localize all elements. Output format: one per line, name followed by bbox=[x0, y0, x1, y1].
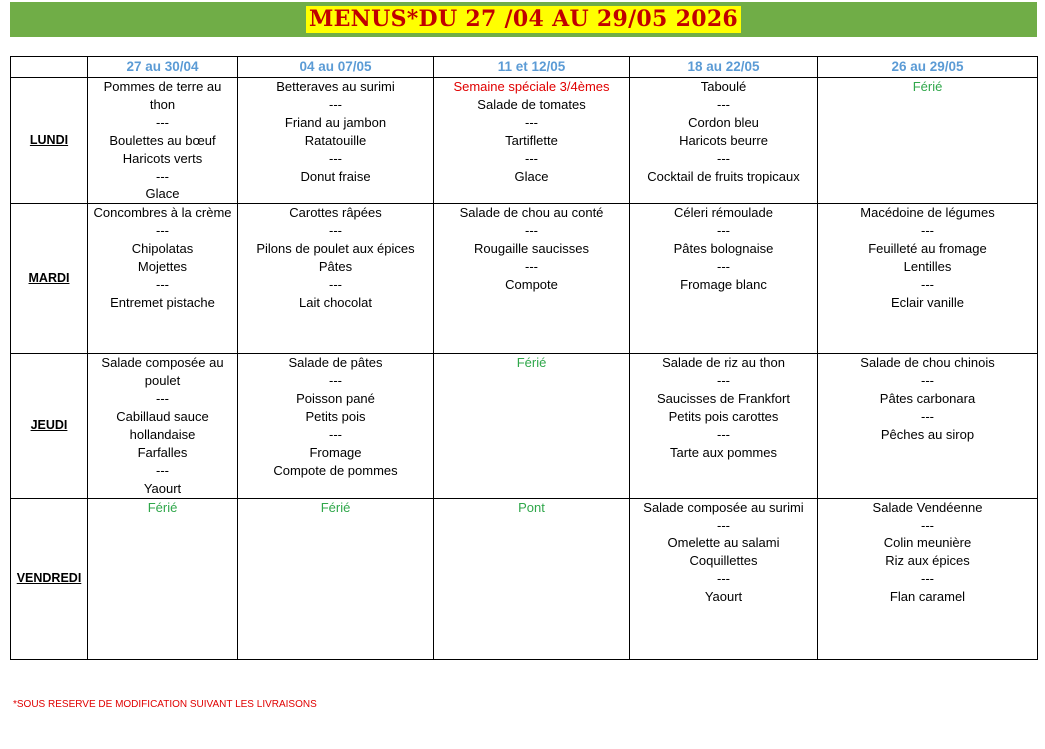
menu-item: Eclair vanille bbox=[891, 294, 964, 310]
separator: --- bbox=[921, 276, 934, 292]
separator: --- bbox=[329, 373, 342, 389]
menu-item: Pâtes bolognaise bbox=[673, 241, 774, 257]
menu-item: Betteraves au surimi bbox=[276, 79, 395, 94]
day-label: LUNDI bbox=[11, 78, 88, 204]
menu-item: Fromage bbox=[309, 444, 362, 460]
separator: --- bbox=[717, 259, 730, 275]
separator: --- bbox=[329, 426, 342, 442]
day-row-lundi bbox=[11, 78, 1038, 204]
menu-cell bbox=[238, 354, 434, 498]
menu-cell bbox=[88, 204, 238, 354]
separator: --- bbox=[717, 571, 730, 587]
menu-cell bbox=[818, 498, 1038, 659]
day-label: JEUDI bbox=[11, 354, 88, 498]
menu-item: Riz aux épices bbox=[885, 553, 970, 569]
menu-item: Taboulé bbox=[700, 79, 747, 94]
menu-cell bbox=[630, 204, 818, 354]
menu-item: Cabillaud sauce hollandaise bbox=[116, 409, 209, 442]
menu-item: Boulettes au bœuf bbox=[109, 132, 216, 148]
menu-cell bbox=[88, 354, 238, 498]
menu-cell bbox=[818, 78, 1038, 204]
week-header-row bbox=[11, 57, 1038, 78]
menu-item: Lait chocolat bbox=[299, 294, 372, 310]
menu-cell bbox=[434, 354, 630, 498]
separator: --- bbox=[156, 114, 169, 130]
day-row-jeudi bbox=[11, 354, 1038, 498]
menu-item: Tartiflette bbox=[505, 132, 558, 148]
menu-item: Pêches au sirop bbox=[880, 426, 975, 442]
menu-item: Salade de chou au conté bbox=[459, 205, 604, 221]
menu-item: Mojettes bbox=[137, 259, 188, 275]
separator: --- bbox=[717, 96, 730, 112]
menu-item: Glace bbox=[145, 186, 180, 202]
menu-cell bbox=[238, 498, 434, 659]
menu-item: Friand au jambon bbox=[284, 114, 387, 130]
title-banner bbox=[10, 2, 1037, 37]
menu-cell bbox=[88, 498, 238, 659]
menu-item: Salade composée au surimi bbox=[643, 499, 804, 515]
separator: --- bbox=[921, 409, 934, 425]
menu-item: Carottes râpées bbox=[289, 205, 382, 221]
separator: --- bbox=[921, 223, 934, 239]
menu-item: Pâtes carbonara bbox=[879, 391, 976, 407]
week-header: 18 au 22/05 bbox=[630, 57, 818, 78]
separator: --- bbox=[921, 571, 934, 587]
menu-item: Concombres à la crème bbox=[93, 205, 232, 221]
week-header: 26 au 29/05 bbox=[818, 57, 1038, 78]
menu-item: Petits pois carottes bbox=[668, 409, 779, 425]
menu-item: Salade de chou chinois bbox=[860, 355, 995, 371]
separator: --- bbox=[717, 150, 730, 166]
menu-item: Glace bbox=[514, 168, 549, 184]
menu-item: Yaourt bbox=[704, 589, 743, 605]
separator: --- bbox=[156, 462, 169, 478]
separator: --- bbox=[717, 223, 730, 239]
separator: --- bbox=[921, 373, 934, 389]
separator: --- bbox=[525, 114, 538, 130]
menu-cell bbox=[434, 204, 630, 354]
separator: --- bbox=[717, 426, 730, 442]
menu-item: Cordon bleu bbox=[688, 114, 759, 130]
separator: --- bbox=[717, 517, 730, 533]
page-title: MENUS*DU 27 /04 AU 29/05 2026 bbox=[306, 6, 741, 33]
special-week-label: Semaine spéciale 3/4èmes bbox=[453, 79, 610, 94]
week-header: 27 au 30/04 bbox=[88, 57, 238, 78]
separator: --- bbox=[329, 223, 342, 239]
menu-item: Fromage blanc bbox=[680, 276, 767, 292]
menu-item: Haricots verts bbox=[122, 150, 203, 166]
separator: --- bbox=[525, 259, 538, 275]
menu-item: Donut fraise bbox=[300, 168, 371, 184]
separator: --- bbox=[717, 373, 730, 389]
menu-item: Salade composée au poulet bbox=[101, 355, 224, 389]
day-label: VENDREDI bbox=[11, 498, 88, 659]
menu-item: Salade de tomates bbox=[477, 96, 586, 112]
holiday-label: Férié bbox=[147, 499, 178, 515]
menu-cell bbox=[630, 354, 818, 498]
menu-item: Rougaille saucisses bbox=[474, 241, 589, 257]
separator: --- bbox=[156, 223, 169, 239]
menu-item: Chipolatas bbox=[131, 241, 194, 257]
separator: --- bbox=[329, 96, 342, 112]
separator: --- bbox=[329, 150, 342, 166]
holiday-label: Férié bbox=[516, 355, 547, 371]
menu-cell bbox=[434, 498, 630, 659]
menu-item: Pilons de poulet aux épices bbox=[256, 241, 415, 257]
menu-item: Colin meunière bbox=[883, 535, 972, 551]
separator: --- bbox=[156, 391, 169, 407]
menu-item: Yaourt bbox=[143, 480, 182, 496]
corner-cell bbox=[11, 57, 88, 78]
menu-cell bbox=[88, 78, 238, 204]
menu-item: Petits pois bbox=[305, 409, 366, 425]
menu-item: Tarte aux pommes bbox=[670, 444, 777, 460]
menu-item: Cocktail de fruits tropicaux bbox=[647, 168, 800, 184]
menu-item: Pâtes bbox=[318, 259, 353, 275]
menu-item: Flan caramel bbox=[889, 589, 966, 605]
menu-item: Coquillettes bbox=[689, 553, 758, 569]
separator: --- bbox=[525, 150, 538, 166]
menu-cell bbox=[238, 78, 434, 204]
menu-item: Farfalles bbox=[137, 444, 188, 460]
menu-item: Entremet pistache bbox=[110, 294, 215, 310]
menu-item: Compote bbox=[505, 276, 558, 292]
menu-cell bbox=[434, 78, 630, 204]
separator: --- bbox=[525, 223, 538, 239]
holiday-label: Férié bbox=[320, 499, 351, 515]
menu-item: Lentilles bbox=[903, 259, 952, 275]
menu-item: Saucisses de Frankfort bbox=[657, 391, 790, 407]
separator: --- bbox=[156, 168, 169, 184]
menu-item: Salade Vendéenne bbox=[872, 499, 983, 515]
day-row-vendredi bbox=[11, 498, 1038, 659]
week-header: 11 et 12/05 bbox=[434, 57, 630, 78]
menu-cell bbox=[818, 354, 1038, 498]
menu-item: Pommes de terre au thon bbox=[103, 79, 222, 112]
menu-cell bbox=[630, 78, 818, 204]
menu-item: Haricots beurre bbox=[679, 132, 768, 148]
menu-item: Poisson pané bbox=[296, 391, 375, 407]
menu-item: Omelette au salami bbox=[667, 535, 780, 551]
holiday-label: Férié bbox=[912, 79, 943, 94]
day-label: MARDI bbox=[11, 204, 88, 354]
separator: --- bbox=[329, 276, 342, 292]
menu-cell bbox=[238, 204, 434, 354]
holiday-label: Pont bbox=[518, 499, 545, 515]
separator: --- bbox=[156, 276, 169, 292]
week-header: 04 au 07/05 bbox=[238, 57, 434, 78]
menu-item: Salade de pâtes bbox=[288, 355, 383, 371]
menu-item: Compote de pommes bbox=[273, 462, 398, 478]
menu-item: Ratatouille bbox=[304, 132, 367, 148]
menu-item: Salade de riz au thon bbox=[662, 355, 785, 371]
menu-item: Macédoine de légumes bbox=[860, 205, 995, 221]
menu-table bbox=[10, 56, 1038, 660]
day-row-mardi bbox=[11, 204, 1038, 354]
separator: --- bbox=[921, 517, 934, 533]
menu-item: Feuilleté au fromage bbox=[868, 241, 987, 257]
menu-item: Céleri rémoulade bbox=[674, 205, 773, 221]
menu-cell bbox=[818, 204, 1038, 354]
menu-cell bbox=[630, 498, 818, 659]
footnote: *SOUS RESERVE DE MODIFICATION SUIVANT LES LIVRAISONS bbox=[13, 699, 317, 710]
